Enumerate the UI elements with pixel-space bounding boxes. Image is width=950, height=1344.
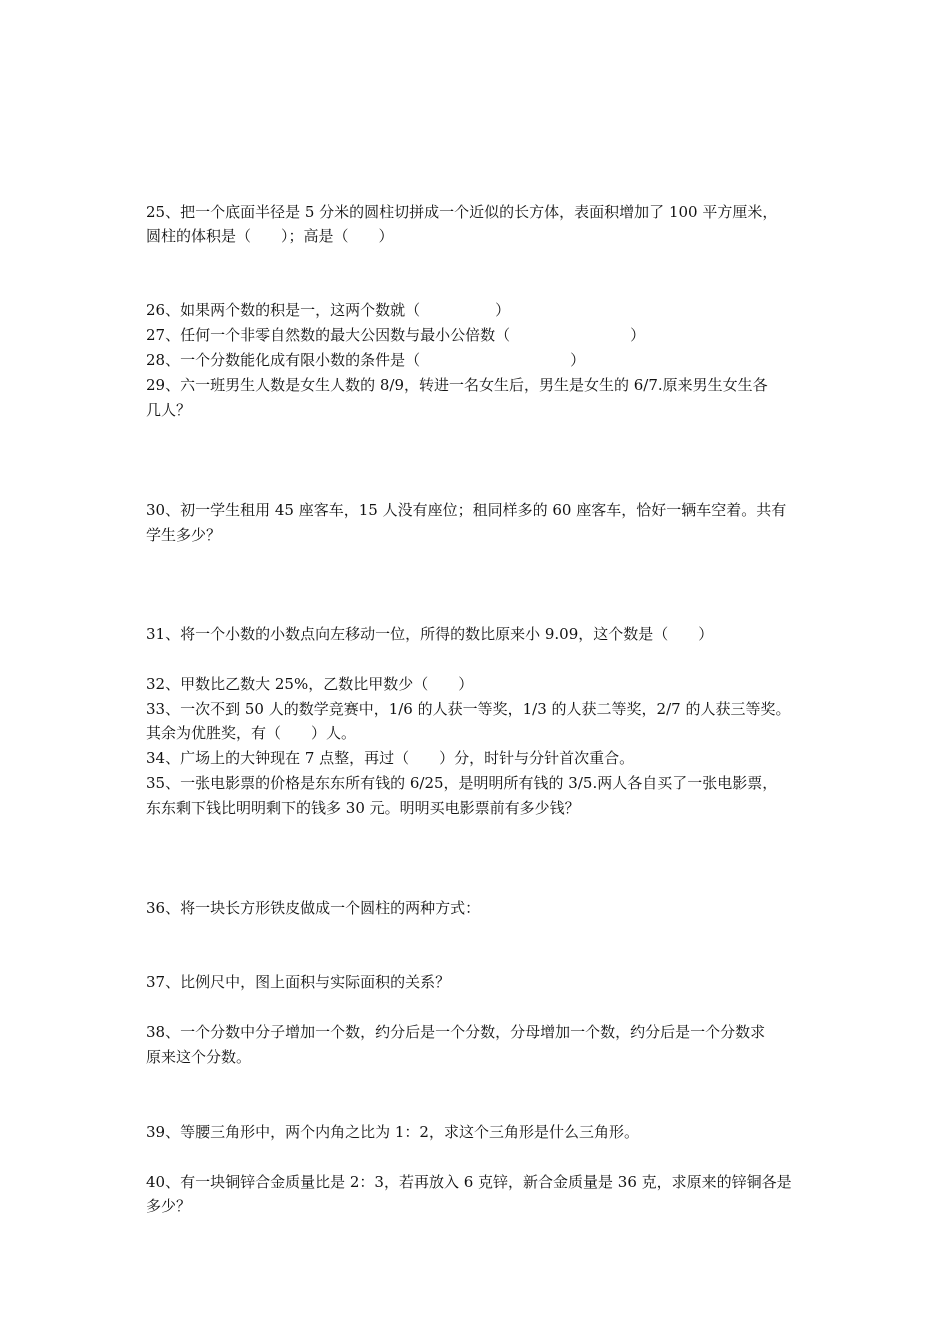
question-25-line-1: 25、把一个底面半径是 5 分米的圆柱切拼成一个近似的长方体，表面积增加了 100 平方厘米，: [146, 203, 778, 221]
question-26: 26、如果两个数的积是一，这两个数就（ ）: [146, 301, 511, 319]
question-35-line-1: 35、一张电影票的价格是东东所有钱的 6/25，是明明所有钱的 3/5.两人各自买了一张电影票，: [146, 774, 778, 792]
question-38-line-2: 原来这个分数。: [146, 1048, 252, 1066]
question-27: 27、任何一个非零自然数的最大公因数与最小公倍数（ ）: [146, 326, 646, 344]
question-33-line-1: 33、一次不到 50 人的数学竞赛中，1/6 的人获一等奖，1/3 的人获二等奖，2/7 的人获三等奖。: [146, 700, 791, 718]
question-29-line-2: 几人？: [146, 401, 192, 419]
question-30-line-2: 学生多少？: [146, 526, 222, 544]
question-30-line-1: 30、初一学生租用 45 座客车，15 人没有座位；租同样多的 60 座客车，恰好一辆车空着。共有: [146, 501, 787, 519]
question-25-line-2: 圆柱的体积是（ ）；高是（ ）: [146, 227, 394, 245]
question-38-line-1: 38、一个分数中分子增加一个数，约分后是一个分数，分母增加一个数，约分后是一个分数求: [146, 1023, 766, 1041]
question-40-line-1: 40、有一块铜锌合金质量比是 2：3，若再放入 6 克锌，新合金质量是 36 克，求原来的锌铜各是: [146, 1173, 792, 1191]
question-36: 36、将一块长方形铁皮做成一个圆柱的两种方式：: [146, 899, 481, 917]
question-34: 34、广场上的大钟现在 7 点整，再过（ ）分，时针与分针首次重合。: [146, 749, 635, 767]
question-40-line-2: 多少？: [146, 1197, 192, 1215]
question-29-line-1: 29、六一班男生人数是女生人数的 8/9，转进一名女生后，男生是女生的 6/7.原来男生女生各: [146, 376, 768, 394]
question-31: 31、将一个小数的小数点向左移动一位，所得的数比原来小 9.09，这个数是（ ）: [146, 625, 714, 643]
question-33-line-2: 其余为优胜奖，有（ ）人。: [146, 724, 357, 742]
question-37: 37、比例尺中，图上面积与实际面积的关系？: [146, 973, 451, 991]
question-39: 39、等腰三角形中，两个内角之比为 1：2，求这个三角形是什么三角形。: [146, 1123, 639, 1141]
question-28: 28、一个分数能化成有限小数的条件是（ ）: [146, 351, 586, 369]
question-35-line-2: 东东剩下钱比明明剩下的钱多 30 元。明明买电影票前有多少钱？: [146, 799, 580, 817]
question-32: 32、甲数比乙数大 25%，乙数比甲数少（ ）: [146, 675, 474, 693]
